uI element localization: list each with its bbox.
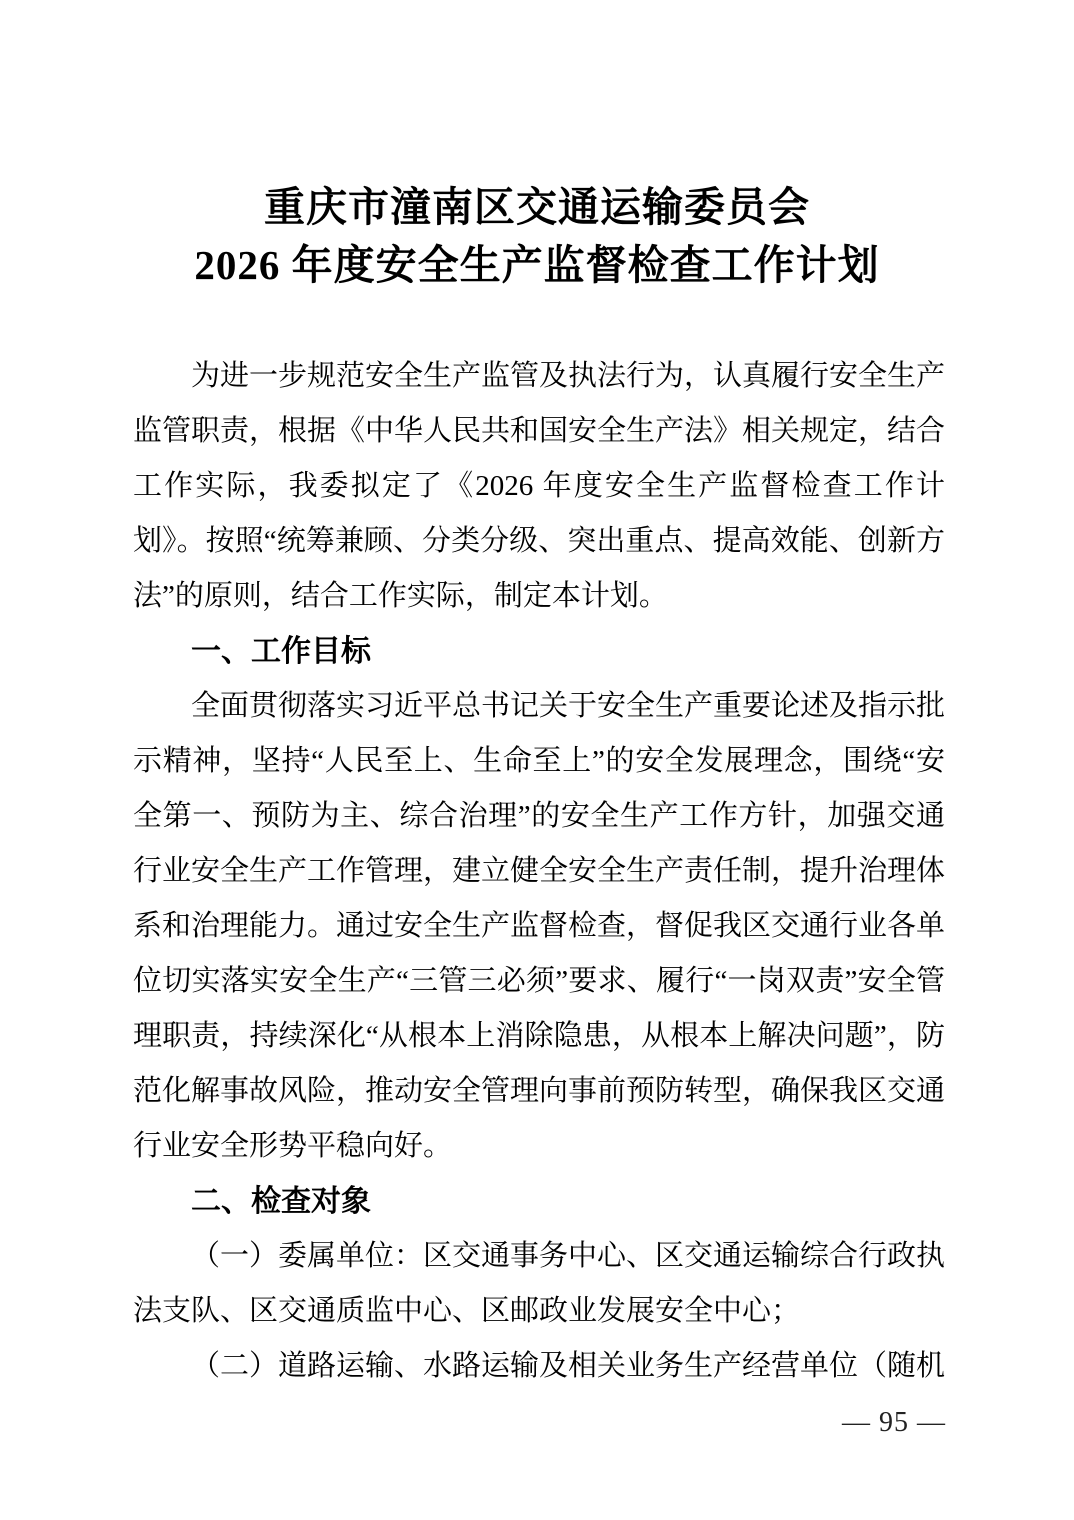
document-title [0,0,1074,294]
heading-section-2-inspection-targets: 二、检查对象 [191,1185,371,1218]
title-line-2: 2026 年度安全生产监督检查工作计划 [194,242,880,288]
paragraph-inspection-target-2: （二）道路运输、水路运输及相关业务生产经营单位（随机 [191,1350,946,1382]
paragraph-intro: 为进一步规范安全生产监管及执法行为，认真履行安全生产监管职责，根据《中华人民共和国安全生产法》相关规定，结合工作实际，我委拟定了《2026 年度安全生产监督检查工作计划》。按照“统筹兼顾、分类分级、突出重点、提高效能、创新方法”的原则，结合工作实际，制定本计划。 [133,360,946,612]
heading-section-1-work-goals: 一、工作目标 [191,635,371,668]
paragraph-inspection-target-1: （一）委属单位：区交通事务中心、区交通运输综合行政执法支队、区交通质监中心、区邮政业发展安全中心； [133,1240,946,1327]
title-line-1: 重庆市潼南区交通运输委员会 [264,184,810,230]
page-number: — 95 — [842,1407,946,1438]
document-body [133,349,945,1394]
paragraph-work-goals: 全面贯彻落实习近平总书记关于安全生产重要论述及指示批示精神，坚持“人民至上、生命至上”的安全发展理念，围绕“安全第一、预防为主、综合治理”的安全生产工作方针，加强交通行业安全生产工作管理，建立健全安全生产责任制，提升治理体系和治理能力。通过安全生产监督检查，督促我区交通行业各单位切实落实安全生产“三管三必须”要求、履行“一岗双责”安全管理职责，持续深化“从根本上消除隐患，从根本上解决问题”，防范化解事故风险，推动安全管理向事前预防转型，确保我区交通行业安全形势平稳向好。 [133,690,946,1162]
